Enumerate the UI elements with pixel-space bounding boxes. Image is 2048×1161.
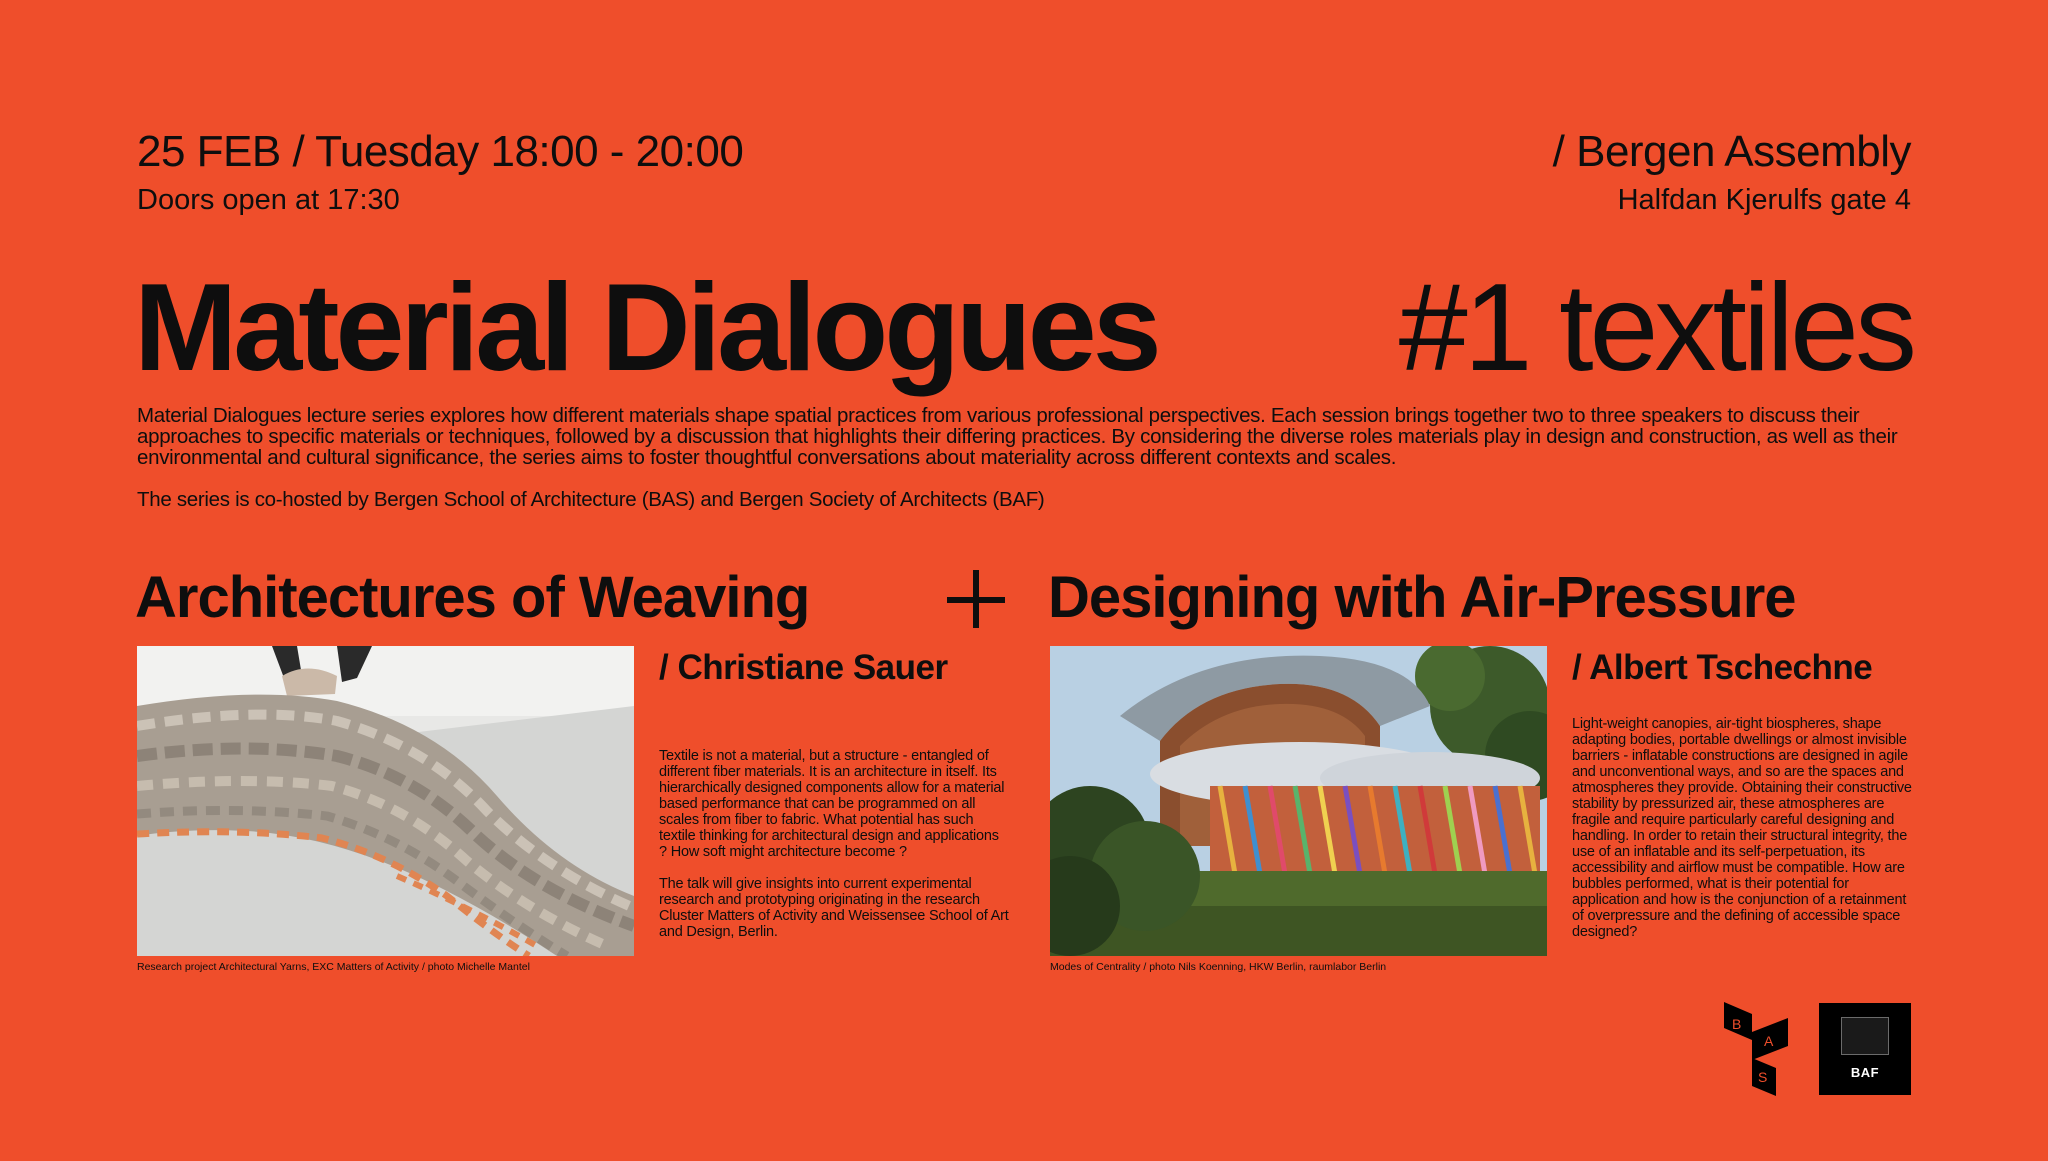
- bas-logo: [1718, 1002, 1794, 1096]
- talk-2-description: [1572, 716, 1912, 940]
- talk-1-photo-caption: Research project Architectural Yarns, EXC Matters of Activity / photo Michelle Mantel: [137, 961, 530, 973]
- talk-1-title: Architectures of Weaving: [135, 565, 810, 630]
- bas-letter-a: A: [1764, 1033, 1774, 1049]
- series-intro: Material Dialogues lecture series explores how different materials shape spatial practices from various professional perspectives. Each session brings together two to three speakers to discuss their approaches to specific materials or techniques, followed by a discussion that highlights their differing practices. By considering the diverse roles materials play in design and construction, as well as their environmental and cultural significance, the series aims to foster thoughtful conversations about materiality across different contexts and scales.: [137, 404, 1898, 469]
- plus-icon: [947, 570, 1005, 628]
- baf-logo: [1819, 1003, 1911, 1095]
- event-date-time: 25 FEB / Tuesday 18:00 - 20:00: [137, 127, 744, 176]
- bas-letter-s: S: [1758, 1069, 1768, 1085]
- bas-logo-mark: [1718, 1002, 1794, 1096]
- talk-1-speaker: / Christiane Sauer: [659, 648, 948, 687]
- session-title: #1 textiles: [1398, 259, 1913, 397]
- bas-letter-b: B: [1732, 1016, 1742, 1032]
- venue-name: / Bergen Assembly: [1552, 127, 1911, 176]
- venue-address: Halfdan Kjerulfs gate 4: [1617, 184, 1911, 216]
- pavilion-illustration: [1050, 646, 1547, 956]
- talk-2-title: Designing with Air-Pressure: [1048, 565, 1796, 630]
- baf-logo-mark: [1841, 1017, 1889, 1055]
- talk-2-speaker: / Albert Tschechne: [1572, 648, 1873, 687]
- doors-open-time: Doors open at 17:30: [137, 184, 400, 216]
- talk-1-description: [659, 748, 1009, 940]
- baf-logo-text: BAF: [1850, 1065, 1880, 1080]
- talk-1-paragraph-1: Textile is not a material, but a structure - entangled of different fiber materials. It is an architecture in itself. Its hierarchically designed components allow for a material based performance that can be programmed on all scales from fiber to fabric. What potential has such textile thinking for architectural design and applications ? How soft might architecture become ?: [659, 748, 1005, 860]
- series-title: Material Dialogues: [134, 259, 1158, 397]
- talk-2-paragraph-1: Light-weight canopies, air-tight biospheres, shape adapting bodies, portable dwellings or almost invisible barriers - inflatable constructions are designed in agile and unconventional ways, and so are the spaces and atmospheres they provide. Obtaining their constructive stability by pressurized air, these atmospheres are fragile and require particularly careful designing and handling. In order to retain their structural integrity, the use of an inflatable and its self-perpetuation, its accessibility and airflow must be compatible. How are bubbles performed, what is their potential for application and how is the conjunction of a retainment of overpressure and the defining of accessible space designed?: [1572, 716, 1912, 940]
- cohost-note: The series is co-hosted by Bergen School of Architecture (BAS) and Bergen Society of Architects (BAF): [137, 488, 1045, 511]
- talk-2-photo: [1050, 646, 1547, 956]
- talk-1-paragraph-2: The talk will give insights into current experimental research and prototyping originating in the research Cluster Matters of Activity and Weissensee School of Art and Design, Berlin.: [659, 876, 1009, 940]
- talk-1-photo: [137, 646, 634, 956]
- woven-textile-illustration: [137, 646, 634, 956]
- talk-2-photo-caption: Modes of Centrality / photo Nils Koenning, HKW Berlin, raumlabor Berlin: [1050, 961, 1387, 973]
